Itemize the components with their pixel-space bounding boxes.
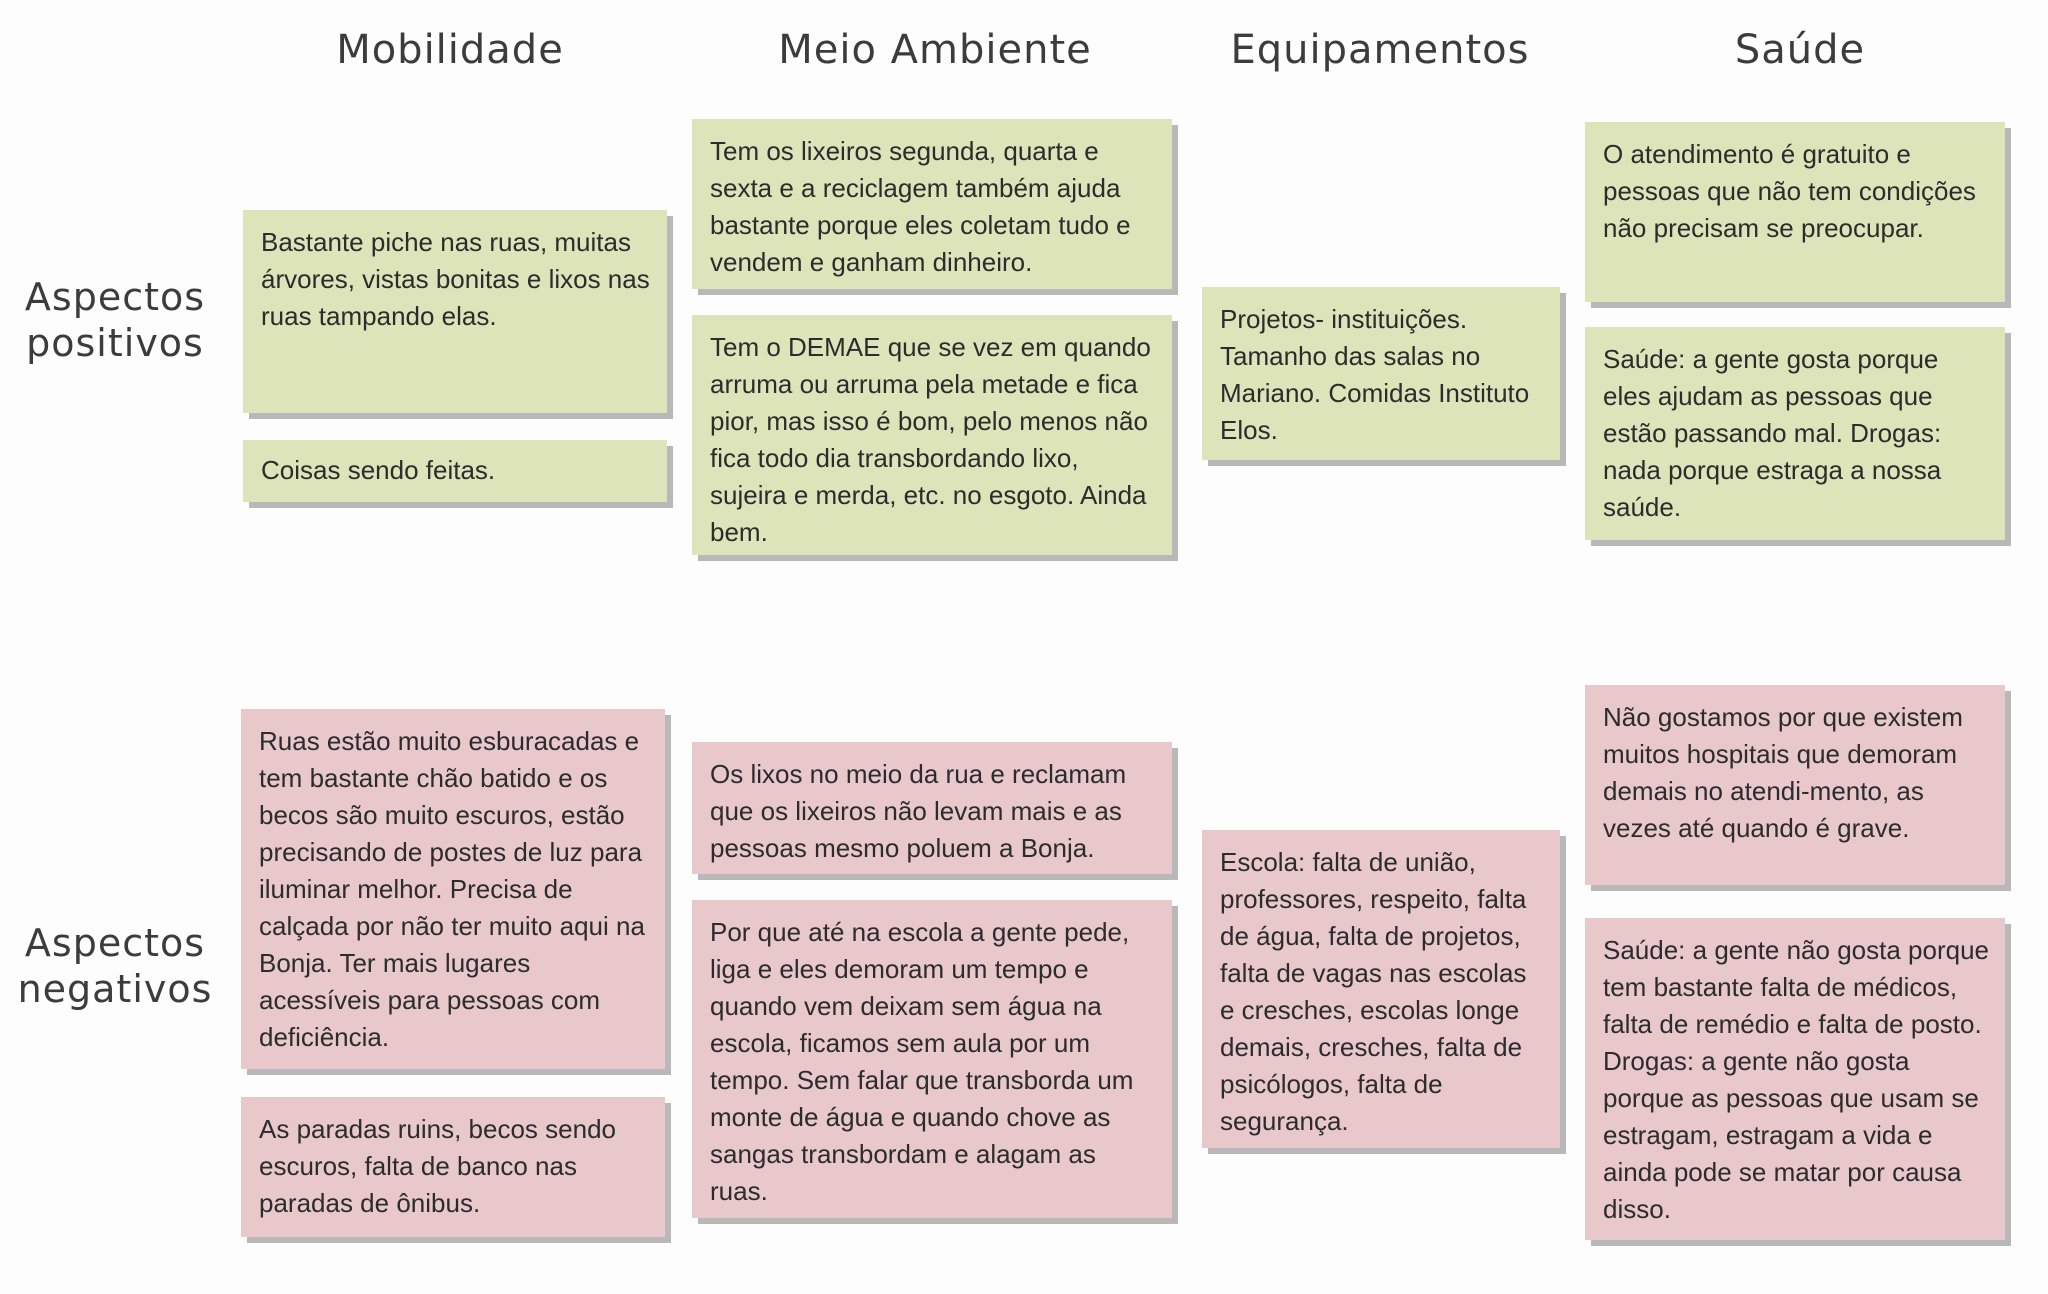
row-header-negativos-line1: Aspectos — [24, 921, 206, 965]
column-header-mobilidade: Mobilidade — [336, 27, 564, 73]
sticky-note-negativo-mobilidade-1: Ruas estão muito esburacadas e tem bastante chão batido e os becos são muito escuros, estão precisando de postes de luz para iluminar melhor. Precisa de calçada por não ter muito aqui na Bonja. Ter mais lugares acessíveis para pessoas com deficiência. — [241, 709, 665, 1069]
row-header-negativos — [0, 920, 230, 1012]
sticky-note-negativo-equipamentos-1: Escola: falta de união, professores, respeito, falta de água, falta de projetos, falta de vagas nas escolas e cresches, escolas longe demais, cresches, falta de psicólogos, falta de segurança. — [1202, 830, 1560, 1148]
sticky-note-positivo-mobilidade-2: Coisas sendo feitas. — [243, 440, 667, 502]
sticky-note-positivo-saude-2: Saúde: a gente gosta porque eles ajudam as pessoas que estão passando mal. Drogas: nada porque estraga a nossa saúde. — [1585, 327, 2005, 540]
column-header-saude: Saúde — [1734, 27, 1866, 73]
row-header-positivos-line1: Aspectos — [24, 275, 206, 319]
sticky-note-negativo-saude-2: Saúde: a gente não gosta porque tem bastante falta de médicos, falta de remédio e falta de posto. Drogas: a gente não gosta porque as pessoas que usam se estragam, estragam a vida e ainda pode se matar por causa disso. — [1585, 918, 2005, 1240]
sticky-note-positivo-meio-ambiente-2: Tem o DEMAE que se vez em quando arruma ou arruma pela metade e fica pior, mas isso é bom, pelo menos não fica todo dia transbordando lixo, sujeira e merda, etc. no esgoto. Ainda bem. — [692, 315, 1172, 555]
sticky-note-negativo-saude-1: Não gostamos por que existem muitos hospitais que demoram demais no atendi-mento, as vezes até quando é grave. — [1585, 685, 2005, 885]
row-header-positivos-line2: positivos — [26, 321, 204, 365]
row-header-negativos-line2: negativos — [17, 967, 213, 1011]
sticky-note-negativo-meio-ambiente-2: Por que até na escola a gente pede, liga e eles demoram um tempo e quando vem deixam sem água na escola, ficamos sem aula por um tempo. Sem falar que transborda um monte de água e quando chove as sangas transbordam e alagam as ruas. — [692, 900, 1172, 1218]
sticky-note-negativo-mobilidade-2: As paradas ruins, becos sendo escuros, falta de banco nas paradas de ônibus. — [241, 1097, 665, 1237]
row-header-positivos — [0, 274, 230, 366]
sticky-note-positivo-saude-1: O atendimento é gratuito e pessoas que não tem condições não precisam se preocupar. — [1585, 122, 2005, 302]
sticky-note-negativo-meio-ambiente-1: Os lixos no meio da rua e reclamam que os lixeiros não levam mais e as pessoas mesmo poluem a Bonja. — [692, 742, 1172, 874]
sticky-note-positivo-meio-ambiente-1: Tem os lixeiros segunda, quarta e sexta e a reciclagem também ajuda bastante porque eles coletam tudo e vendem e ganham dinheiro. — [692, 119, 1172, 289]
column-header-equipamentos: Equipamentos — [1230, 27, 1530, 73]
column-header-meio-ambiente: Meio Ambiente — [778, 27, 1092, 73]
sticky-note-positivo-equipamentos-1: Projetos- instituições. Tamanho das salas no Mariano. Comidas Instituto Elos. — [1202, 287, 1560, 460]
sticky-note-positivo-mobilidade-1: Bastante piche nas ruas, muitas árvores, vistas bonitas e lixos nas ruas tampando elas. — [243, 210, 667, 413]
